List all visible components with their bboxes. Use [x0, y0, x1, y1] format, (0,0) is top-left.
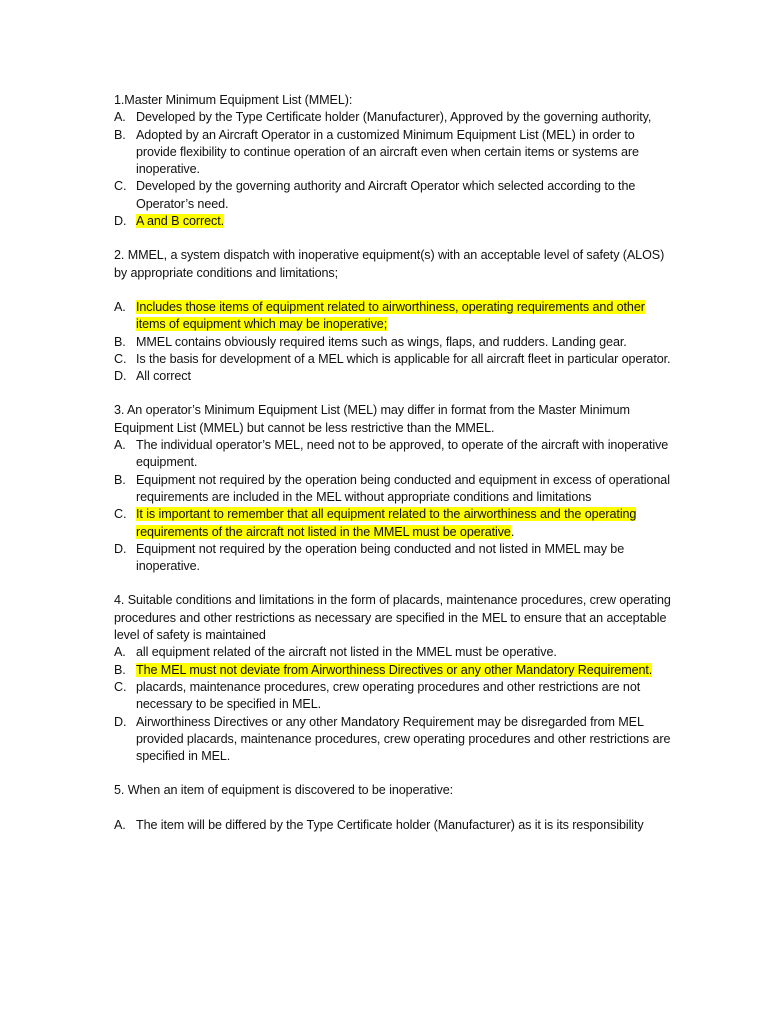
option-letter: A.: [114, 299, 126, 314]
question-4-option-d: [114, 714, 674, 766]
question-5-option-a: [114, 817, 674, 834]
question-4-option-b: [114, 662, 674, 679]
option-letter: D.: [114, 214, 127, 229]
option-letter: D.: [114, 541, 127, 556]
question-4-option-c: [114, 679, 674, 714]
question-2-option-d: [114, 368, 674, 385]
highlighted-answer: A and B correct.: [136, 214, 225, 229]
question-3-options: [114, 437, 674, 575]
option-letter: D.: [114, 369, 127, 384]
highlighted-answer: It is important to remember that all equipment related to the airworthiness and the operating requirements of the aircraft not listed in the MMEL must be operative: [136, 507, 637, 539]
option-text: MMEL contains obviously required items such as wings, flaps, and rudders. Landing gear.: [136, 334, 627, 349]
option-letter: C.: [114, 179, 127, 194]
option-text: The individual operator’s MEL, need not to be approved, to operate of the aircraft with inoperative equipment.: [136, 438, 669, 470]
option-text-tail: .: [510, 524, 515, 539]
option-letter: A.: [114, 110, 126, 125]
option-letter: B.: [114, 334, 126, 349]
option-letter: B.: [114, 127, 126, 142]
option-text: Developed by the Type Certificate holder (Manufacturer), Approved by the governing authority,: [136, 110, 652, 125]
option-letter: C.: [114, 507, 127, 522]
option-text: The item will be differed by the Type Certificate holder (Manufacturer) as it is its responsibility: [136, 817, 644, 832]
option-text-container: [136, 299, 674, 334]
question-1-stem: 1.Master Minimum Equipment List (MMEL):: [114, 93, 353, 107]
question-1-option-c: [114, 178, 674, 213]
option-letter: A.: [114, 438, 126, 453]
question-3-option-b: [114, 472, 674, 507]
option-letter: C.: [114, 351, 127, 366]
question-1-option-a: [114, 109, 674, 126]
option-text: Airworthiness Directives or any other Mandatory Requirement may be disregarded from MEL provided placards, maintenance procedures, crew operating procedures and other restrictions are specified in MEL.: [136, 714, 671, 764]
question-5-spacer: [114, 800, 674, 817]
question-3-option-a: [114, 437, 674, 472]
option-text-container: [136, 506, 674, 541]
question-3-option-c: [114, 506, 674, 541]
question-1: [114, 92, 674, 230]
option-letter: B.: [114, 472, 126, 487]
highlighted-answer: The MEL must not deviate from Airworthiness Directives or any other Mandatory Requirement.: [136, 662, 653, 677]
question-2: [114, 247, 674, 385]
option-letter: B.: [114, 662, 126, 677]
option-text: Equipment not required by the operation being conducted and equipment in excess of operational requirements are included in the MEL without appropriate conditions and limitations: [136, 472, 670, 504]
option-text: Is the basis for development of a MEL which is applicable for all aircraft fleet in particular operator.: [136, 351, 671, 366]
question-2-option-c: [114, 351, 674, 368]
option-text: all equipment related of the aircraft not listed in the MMEL must be operative.: [136, 645, 557, 660]
question-5-options: [114, 817, 674, 834]
option-text: Equipment not required by the operation being conducted and not listed in MMEL may be inoperative.: [136, 541, 625, 574]
question-2-option-b: [114, 334, 674, 351]
question-5-stem: 5. When an item of equipment is discovered to be inoperative:: [114, 783, 454, 798]
question-4-stem: 4. Suitable conditions and limitations in the form of placards, maintenance procedures, crew operating procedures and other restrictions as necessary are specified in the MEL to ensure that an acceptable level of safety is maintained: [114, 593, 671, 643]
question-4-option-a: [114, 644, 674, 661]
question-1-option-d: [114, 213, 674, 230]
question-2-stem: 2. MMEL, a system dispatch with inoperative equipment(s) with an acceptable level of safety (ALOS) by appropriate conditions and limitations;: [114, 248, 665, 280]
option-letter: A.: [114, 645, 126, 660]
option-text-container: [136, 662, 674, 679]
option-letter: C.: [114, 679, 127, 694]
highlighted-answer: Includes those items of equipment related to airworthiness, operating requirements and other items of equipment which may be inoperative;: [136, 299, 645, 332]
question-4: [114, 592, 674, 765]
document-body: [114, 92, 674, 834]
question-5: [114, 782, 674, 834]
question-1-option-b: [114, 127, 674, 179]
option-letter: D.: [114, 714, 127, 729]
question-1-options: [114, 109, 674, 230]
question-3-option-d: [114, 541, 674, 576]
question-2-option-a: [114, 299, 674, 334]
option-text: placards, maintenance procedures, crew operating procedures and other restrictions are not necessary to be specified in MEL.: [136, 679, 641, 712]
question-2-options: [114, 299, 674, 385]
option-text: All correct: [136, 369, 191, 384]
question-4-options: [114, 644, 674, 765]
question-3: [114, 402, 674, 575]
option-letter: A.: [114, 817, 126, 832]
option-text: Developed by the governing authority and Aircraft Operator which selected according to the Operator’s need.: [136, 179, 636, 211]
option-text: Adopted by an Aircraft Operator in a customized Minimum Equipment List (MEL) in order to provide flexibility to continue operation of an aircraft even when certain items or systems are inoperative.: [136, 127, 639, 177]
option-text-container: [136, 213, 674, 230]
question-2-spacer: [114, 282, 674, 299]
question-3-stem: 3. An operator’s Minimum Equipment List (MEL) may differ in format from the Master Minimum Equipment List (MMEL) but cannot be less restrictive than the MMEL.: [114, 403, 630, 435]
